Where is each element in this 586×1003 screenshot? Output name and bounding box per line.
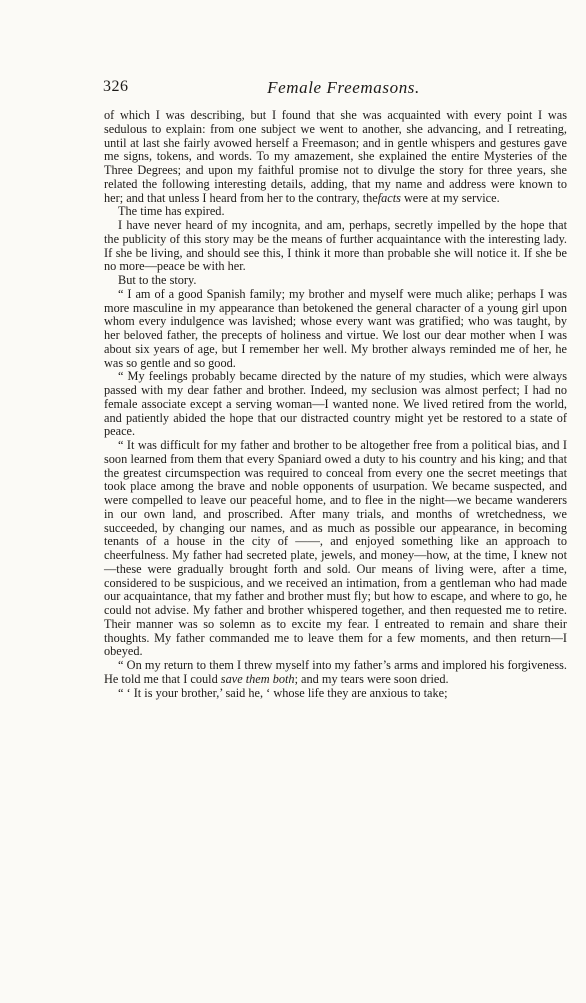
running-title: Female Freemasons. — [267, 78, 420, 97]
page-header — [103, 78, 564, 100]
paragraph: “ ‘ It is your brother,’ said he, ‘ whose life they are anxious to take; — [118, 685, 448, 700]
paragraph: “ I am of a good Spanish family; my brother and myself were much alike; perhaps I was more masculine in my appearance than betokened the general character of a young girl upon whom every indulgence was lavished; whose every want was gratified; who was taught, by her beloved father, the precepts of holiness and virtue. We lost our dear mother when I was about six years of age, but I remember her well. My brother always reminded me of her, he was so gentle and so good. — [104, 286, 567, 370]
paragraph: But to the story. — [118, 273, 197, 287]
paragraph: “ On my return to them I threw myself into my father’s arms and implored his forgiveness. He told me that I could save them both; and my tears were soon dried. — [104, 658, 567, 686]
paragraph: of which I was describing, but I found that she was acquainted with every point I was sedulous to explain: from one subject we went to another, she advancing, and I retreating, until at last she fairly avowed herself a Freemason; and in gentle whispers and gestures gave me signs, tokens, and words. To my amazement, she explained the entire Mysteries of the Three Degrees; and upon my faithful promise not to divulge the story for three years, she related the following interesting details, adding, that my name and address were known to her; and that unless I heard from her to the contrary, thefacts were at my service. — [104, 108, 567, 205]
page-number: 326 — [103, 78, 129, 95]
paragraph: “ My feelings probably became directed by the nature of my studies, which were always passed with my dear father and brother. Indeed, my seclusion was almost perfect; I had no female associate except a serving woman—I wanted none. We lived retired from the world, and patiently abided the hope that our distracted country might yet be restored to a state of peace. — [104, 369, 567, 439]
paragraph: “ It was difficult for my father and brother to be altogether free from a political bias, and I soon learned from them that every Spaniard owed a duty to his country and his king; and that the greatest circumspection was required to conceal from every one the secret meetings that took place among the brave and noble opponents of usurpation. We became suspected, and were compelled to leave our peaceful home, and to flee in the night—we became wanderers in our own land, and proscribed. After many trials, and months of wretchedness, we succeeded, by changing our names, and as much as possible our appearance, in becoming tenants of a house in the city of ——, and enjoyed something like an approach to cheerfulness. My father had secreted plate, jewels, and money—how, at the time, I knew not—these were gradually brought forth and sold. Our means of living were, after a time, considered to be suspicious, and we received an intimation, from a gentleman who had made our acquaintance, that my father and brother must fly; but how to escape, and where to go, he could not advise. My father and brother whispered together, and then requested me to retire. Their manner was so solemn as to excite my fear. I entreated to remain and share their thoughts. My father commanded me to leave them for a few moments, and then return—I obeyed. — [104, 438, 567, 659]
body-text — [104, 109, 567, 700]
paragraph: The time has expired. — [118, 204, 225, 219]
paragraph: I have never heard of my incognita, and am, perhaps, secretly impelled by the hope that the publicity of this story may be the means of further acquaintance with the interesting lady. If she be living, and should see this, I think it more than probable she will notice it. If she be no more—peace be with her. — [104, 218, 567, 274]
